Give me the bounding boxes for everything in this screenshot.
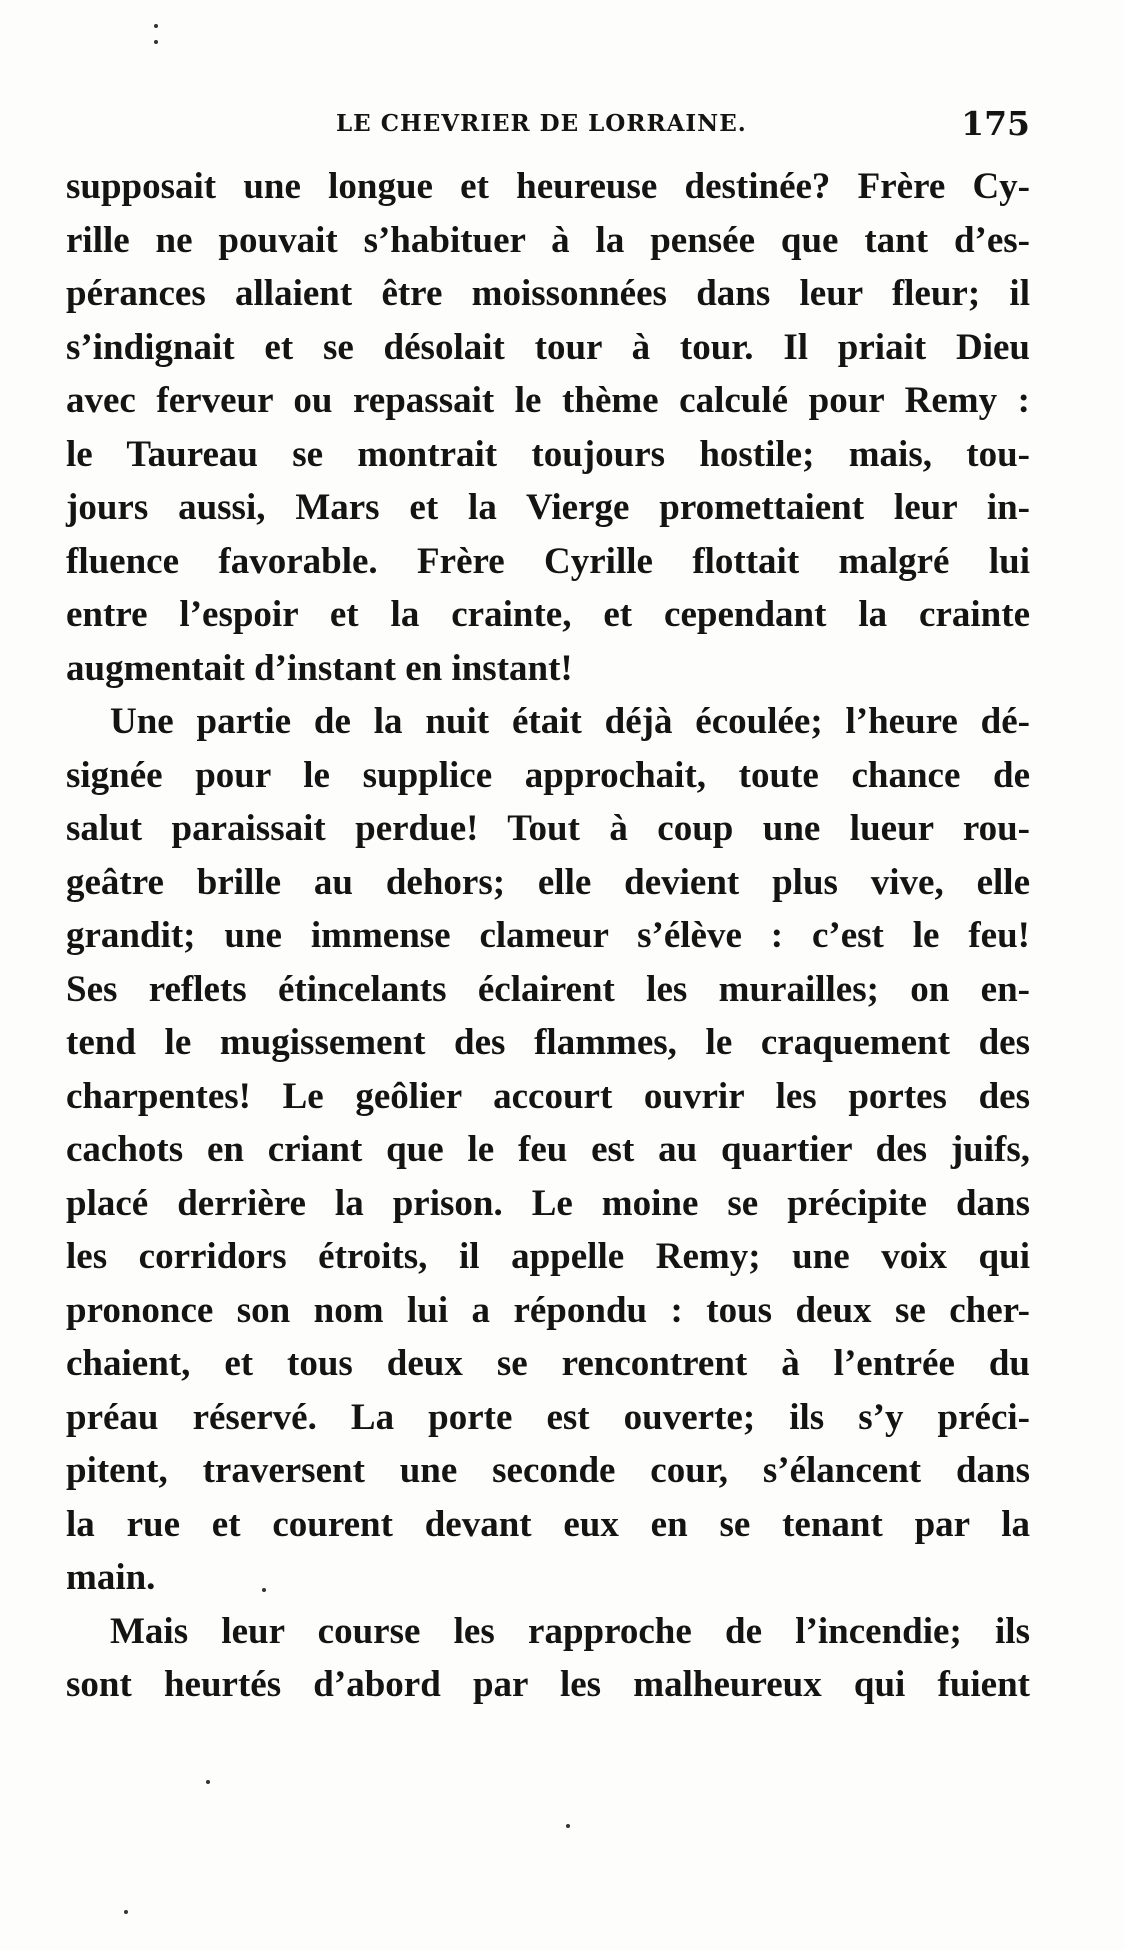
text-line: prononce son nom lui a répondu : tous deux se cher- — [66, 1289, 1030, 1331]
paper-speck — [566, 1824, 570, 1828]
text-line: grandit; une immense clameur s’élève : c’est le feu! — [66, 915, 1030, 956]
text-line: salut paraissait perdue! Tout à coup une lueur rou- — [66, 808, 1030, 849]
text-line: Une partie de la nuit était déjà écoulée; l’heure dé- — [110, 701, 1030, 742]
text-line: les corridors étroits, il appelle Remy; une voix qui — [66, 1236, 1030, 1277]
paragraph — [66, 695, 1030, 1605]
text-line: charpentes! Le geôlier accourt ouvrir les portes des — [66, 1075, 1030, 1117]
text-line: pérances allaient être moissonnées dans leur fleur; il — [66, 273, 1030, 314]
text-line: sont heurtés d’abord par les malheureux qui fuient — [66, 1664, 1030, 1705]
text-line: rille ne pouvait s’habituer à la pensée que tant d’es- — [66, 219, 1030, 261]
paper-speck — [154, 24, 158, 28]
text-line: placé derrière la prison. Le moine se précipite dans — [66, 1182, 1030, 1224]
text-line: le Taureau se montrait toujours hostile; mais, tou- — [66, 433, 1030, 475]
paper-speck — [206, 1780, 210, 1784]
page-number: 175 — [961, 104, 1030, 143]
text-line: la rue et courent devant eux en se tenant par la — [66, 1503, 1030, 1545]
body-text — [66, 160, 1030, 1712]
text-line: main. — [66, 1557, 156, 1598]
text-line: chaient, et tous deux se rencontrent à l’entrée du — [66, 1343, 1030, 1384]
text-line: cachots en criant que le feu est au quartier des juifs, — [66, 1129, 1030, 1170]
text-line: augmentait d’instant en instant! — [66, 647, 573, 689]
text-line: entre l’espoir et la crainte, et cependant la crainte — [66, 594, 1030, 635]
text-line: jours aussi, Mars et la Vierge promettaient leur in- — [66, 487, 1030, 528]
paper-speck — [154, 40, 158, 44]
paragraph — [66, 160, 1030, 695]
text-line: Mais leur course les rapproche de l’incendie; ils — [110, 1610, 1030, 1652]
text-line: Ses reflets étincelants éclairent les murailles; on en- — [66, 968, 1030, 1010]
text-line: signée pour le supplice approchait, toute chance de — [66, 754, 1030, 796]
text-line: avec ferveur ou repassait le thème calculé pour Remy : — [66, 380, 1030, 421]
page-header — [66, 104, 1030, 144]
text-line: geâtre brille au dehors; elle devient plus vive, elle — [66, 861, 1030, 903]
text-line: s’indignait et se désolait tour à tour. Il priait Dieu — [66, 326, 1030, 368]
text-line: fluence favorable. Frère Cyrille flottait malgré lui — [66, 540, 1030, 582]
text-line: préau réservé. La porte est ouverte; ils s’y préci- — [66, 1396, 1030, 1438]
text-line: tend le mugissement des flammes, le craquement des — [66, 1022, 1030, 1063]
paper-speck — [124, 1910, 128, 1914]
running-title: LE CHEVRIER DE LORRAINE. — [336, 110, 747, 137]
text-line: supposait une longue et heureuse destinée? Frère Cy- — [66, 166, 1030, 207]
text-line: pitent, traversent une seconde cour, s’élancent dans — [66, 1450, 1030, 1491]
paragraph — [66, 1605, 1030, 1712]
paper-speck — [262, 1588, 266, 1592]
